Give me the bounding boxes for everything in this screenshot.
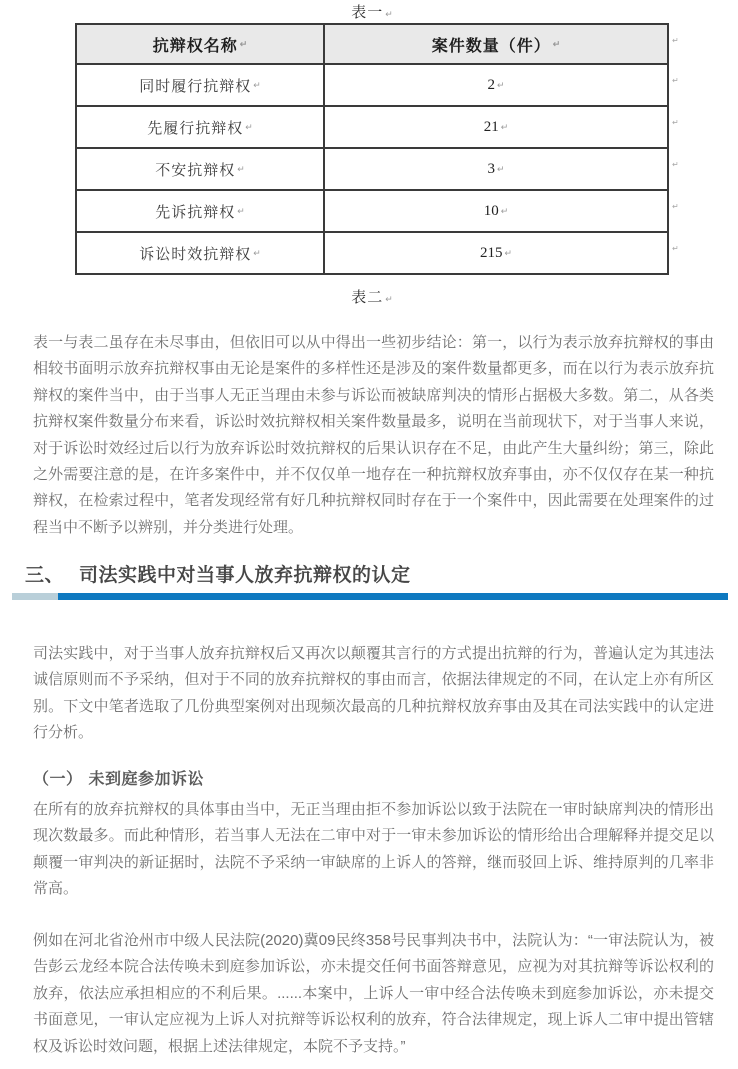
table-one-caption-text: 表一: [351, 4, 384, 21]
cell-case-count: [325, 149, 667, 189]
cell-defense-name: [77, 65, 325, 105]
cell-case-count: [325, 233, 667, 273]
cell-case-count: [325, 65, 667, 105]
cell-defense-name: [77, 191, 325, 231]
pilcrow-mark-icon: ↵: [253, 247, 261, 258]
pilcrow-mark-icon: ↵: [496, 79, 505, 90]
row-end-mark-icon: ↵: [672, 244, 679, 253]
table-header-name-label: 抗辩权名称: [152, 37, 238, 55]
pilcrow-mark-icon: ↵: [237, 205, 245, 216]
cell-defense-name: [77, 149, 325, 189]
section-underline-blue-segment: [58, 593, 728, 600]
section-heading: [25, 560, 725, 587]
pilcrow-mark-icon: ↵: [239, 38, 248, 49]
paragraph-analysis: 表一与表二虽存在未尽事由，但依旧可以从中得出一些初步结论：第一，以行为表示放弃抗辩权的事由相较书面明示放弃抗辩权事由无论是案件的多样性还是涉及的案件数量都更多，而在以行为表示放弃抗辩权的案件当中，由于当事人无正当理由未参与诉讼而被缺席判决的情形占据极大多数。第二，从各类抗辩权案件数量分布来看，诉讼时效抗辩权相关案件数量最多，说明在当前现状下，对于当事人来说，对于诉讼时效经过后以行为放弃诉讼时效抗辩权的后果认识存在不足，由此产生大量纠纷；第三，除此之外需要注意的是，在许多案件中，并不仅仅单一地存在一种抗辩权放弃事由，亦不仅仅存在某一种抗辩权，在检索过程中，笔者发现经常有好几种抗辩权同时存在于一个案件中，因此需要在处理案件的过程当中不断予以辨别，并分类进行处理。: [33, 334, 714, 536]
defense-rights-table: [75, 23, 669, 275]
pilcrow-mark-icon: ↵: [500, 121, 509, 132]
row-end-mark-icon: ↵: [672, 202, 679, 211]
table-row: [77, 231, 667, 273]
table-two-caption: [75, 286, 669, 307]
section-title: 司法实践中对当事人放弃抗辩权的认定: [79, 565, 411, 586]
pilcrow-mark-icon: ↵: [385, 9, 393, 19]
pilcrow-mark-icon: ↵: [504, 247, 513, 258]
table-row: [77, 147, 667, 189]
row-end-mark-icon: ↵: [672, 76, 679, 85]
defense-name-text: 诉讼时效抗辩权: [139, 245, 252, 263]
case-count-text: 21: [483, 118, 499, 135]
cell-case-count: [325, 107, 667, 147]
pilcrow-mark-icon: ↵: [500, 205, 509, 216]
table-row: [77, 63, 667, 105]
table-header-count-label: 案件数量（件）: [431, 37, 551, 55]
paragraph-absent-from-court: 在所有的放弃抗辩权的具体事由当中，无正当理由拒不参加诉讼以致于法院在一审时缺席判决的情形出现次数最多。而此种情形，若当事人无法在二审中对于一审未参加诉讼的情形给出合理解释并提交足以颠覆一审判决的新证据时，法院不予采纳一审缺席的上诉人的答辩，继而驳回上诉、维持原判的几率非常高。: [33, 801, 714, 898]
case-count-text: 3: [487, 160, 495, 177]
cell-defense-name: [77, 107, 325, 147]
pilcrow-mark-icon: ↵: [245, 121, 253, 132]
paragraph-intro: 司法实践中，对于当事人放弃抗辩权后又再次以颠覆其言行的方式提出抗辩的行为，普遍认定为其违法诚信原则而不予采纳，但对于不同的放弃抗辩权的事由而言，依据法律规定的不同，在认定上亦有所区别。下文中笔者选取了几份典型案例对出现频次最高的几种抗辩权放弃事由及其在司法实践中的认定进行分析。: [33, 645, 714, 742]
cell-defense-name: [77, 233, 325, 273]
row-end-mark-icon: ↵: [672, 36, 679, 45]
section-underline-light-segment: [12, 593, 58, 600]
pilcrow-mark-icon: ↵: [385, 294, 393, 304]
row-end-mark-icon: ↵: [672, 160, 679, 169]
case-count-text: 2: [487, 76, 495, 93]
defense-name-text: 先履行抗辩权: [147, 119, 244, 137]
defense-name-text: 不安抗辩权: [155, 161, 236, 179]
section-underline: [12, 593, 728, 600]
subsection-heading: [33, 766, 204, 789]
case-count-text: 10: [483, 202, 499, 219]
pilcrow-mark-icon: ↵: [552, 38, 561, 49]
section-number: 三、: [25, 565, 65, 586]
table-header-name: [77, 25, 325, 63]
row-end-marks: [672, 25, 679, 275]
row-end-mark-icon: ↵: [672, 118, 679, 127]
table-row: [77, 105, 667, 147]
table-two-caption-text: 表二: [351, 289, 384, 306]
defense-name-text: 先诉抗辩权: [155, 203, 236, 221]
pilcrow-mark-icon: ↵: [253, 79, 261, 90]
table-one-caption: [75, 1, 669, 22]
table-header-count: [325, 25, 667, 63]
cell-case-count: [325, 191, 667, 231]
subsection-title: 未到庭参加诉讼: [88, 771, 205, 788]
defense-name-text: 同时履行抗辩权: [139, 77, 252, 95]
case-count-text: 215: [479, 244, 503, 261]
paragraph-case-example: 例如在河北省沧州市中级人民法院(2020)冀09民终358号民事判决书中，法院认为：“一审法院认为，被告彭云龙经本院合法传唤未到庭参加诉讼，亦未提交任何书面答辩意见，应视为对其抗辩等诉讼权利的放弃，依法应承担相应的不利后果。......本案中，上诉人一审中经合法传唤未到庭参加诉讼，亦未提交书面意见，一审认定应视为上诉人对抗辩等诉讼权利的放弃，符合法律规定，现上诉人二审中提出管辖权及诉讼时效问题，根据上述法律规定，本院不予支持。”: [33, 932, 714, 1055]
subsection-number: （一）: [33, 771, 83, 788]
table-header-row: [77, 25, 667, 63]
pilcrow-mark-icon: ↵: [237, 163, 245, 174]
pilcrow-mark-icon: ↵: [496, 163, 505, 174]
table-row: [77, 189, 667, 231]
